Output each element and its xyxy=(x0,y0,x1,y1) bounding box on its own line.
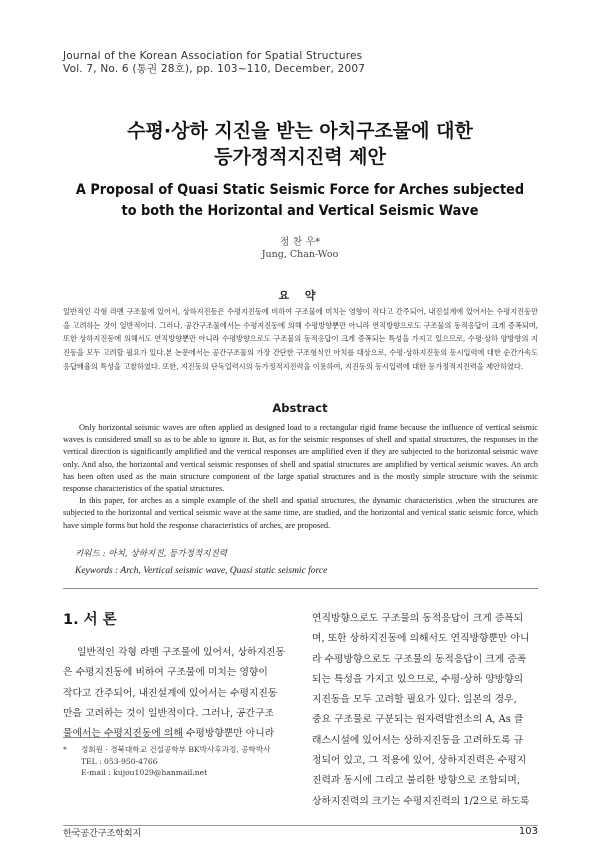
section-divider xyxy=(63,588,538,589)
left-column-line: 일반적인 각형 라멘 구조물에 있어서, 상하지진동 xyxy=(77,647,285,658)
left-column-line: 물에서는 수평지진동에 의해 수평방향뿐만 아니라 xyxy=(63,728,275,740)
author-korean: 정 찬 우* xyxy=(279,237,321,248)
right-column-line: 상하지진력의 크기는 수평지진력의 1/2으로 하도록 xyxy=(312,795,530,807)
right-column-line: 라 수평방향으로도 구조물의 동적응답이 크게 증폭 xyxy=(312,653,527,665)
summary-heading: 요 약 xyxy=(278,289,322,302)
footnote-marker: * xyxy=(63,745,67,754)
summary-text: 일반적인 각형 라멘 구조물에 있어서, 상하지진동은 수평지진동에 비하여 구조물에 미치는 영향이 작다고 간주되어, 내진설계에 있어서는 수평지진동만을 고려하는 것이 일반적이다. 그러나, 공간구조물에서는 수평지진동에 의해 수평방향뿐만 아니라 연직방향으로도 구조물의 동적응답이 크게 증폭되며, 또한 상하지진동에 의해서도 연직방향뿐만 아니라 수평방향으로도 구조물의 동적응답이 크게 증폭되는 특성을 가지고 있으므로, 수평·상하 양방향의 지진동을 모두 고려할 필요가 있다.본 논문에서는 공간구조물의 가장 간단한 구조형식인 아치를 대상으로, 수평·상하지진동의 동시입력에 대한 순간가속도 응답배율의 특성을 고찰하였다. 또한, 지진동의 단독입력시의 등가정적지진력을 이용하여, 지진동의 동시입력에 대한 등가정적지진력을 제안하였다. xyxy=(63,307,538,371)
right-column-line: 정되어 있고, 그 적용에 있어, 상하지진력은 수평지 xyxy=(312,755,527,767)
left-column xyxy=(63,643,288,744)
footnote xyxy=(63,744,288,779)
left-column-line: 작다고 간주되어, 내진설계에 있어서는 수평지진동 xyxy=(63,687,278,699)
english-title-line-2: to both the Horizontal and Vertical Seismic Wave xyxy=(121,203,479,219)
right-column-line: 며, 또한 상하지진동에 의해서도 연직방향뿐만 아니 xyxy=(312,633,530,645)
korean-title-line-1: 수평·상하 지진을 받는 아치구조물에 대한 xyxy=(127,120,473,142)
abstract-body xyxy=(63,422,538,532)
english-title-line-1: A Proposal of Quasi Static Seismic Force for Arches subjected xyxy=(75,182,525,198)
right-column-line: 연직방향으로도 구조물의 동적응답이 크게 증폭되 xyxy=(312,613,524,624)
left-column-line: 은 수평지진동에 비하여 구조물에 미치는 영향이 xyxy=(63,667,268,679)
right-column-line: 되는 특성을 가지고 있으므로, 수평·상하 양방향의 xyxy=(312,673,524,685)
journal-name: Journal of the Korean Association for Spatial Structures xyxy=(63,50,363,62)
right-column-line: 래스시설에 있어서는 상하지진동을 고려하도록 규 xyxy=(312,734,524,746)
author-english: Jung, Chan-Woo xyxy=(261,249,339,260)
abstract-paragraph-2: In this paper, for arches as a simple example of the shell and spatial structures, the dynamic characteristics ,when the structures are subjected to the horizontal and vertical seismic wave at the same time, are studied, and the horizontal and vertical static seismic force, which have simple forms but hold the response characteristics of arches, are proposed. xyxy=(63,496,538,530)
abstract-heading: Abstract xyxy=(272,401,328,415)
keywords-english: Keywords : Arch, Vertical seismic wave, Quasi static seismic force xyxy=(75,566,328,576)
footnote-rule xyxy=(63,737,183,738)
section-heading: 1. 서 론 xyxy=(63,612,117,628)
right-column xyxy=(312,609,538,812)
korean-title xyxy=(0,118,600,170)
footnote-email: E-mail : kujou1029@hanmail.net xyxy=(81,768,208,777)
journal-header xyxy=(63,50,365,76)
english-title xyxy=(24,180,576,222)
left-column-line: 만을 고려하는 것이 일반적이다. 그러나, 공간구조 xyxy=(63,707,275,719)
right-column-line: 진력과 동시에 그리고 불리한 방향으로 조합되며, xyxy=(312,775,520,787)
journal-issue: Vol. 7, No. 6 (통권 28호), pp. 103~110, December, 2007 xyxy=(63,63,366,75)
abstract-paragraph-1: Only horizontal seismic waves are often applied as designed load to a rectangular rigid frame because the influence of vertical seismic waves is considered small so as to be able to ignore it. But, as for the seismic responses of shell and spatial structures, the responses in the vertical direction is significantly amplified and the vertical responses are amplified even if they are subjected to the horizontal seismic wave only. And also, the horizontal and vertical seismic responses of shell and spatial structures are amplified by vertical seismic waves. An arch has been often used as the main structure component of the large spatial structures and is the mostly simple structure with the seismic response characteristics of the spatial structures. xyxy=(63,423,538,494)
footer-page-number: 103 xyxy=(518,826,538,837)
footnote-affiliation: 정회원 · 경북대학교 건설공학부 BK박사후과정, 공학박사 xyxy=(81,745,271,754)
right-column-line: 중요 구조물로 구분되는 원자력발전소의 A, As 클 xyxy=(312,714,524,726)
right-column-line: 지진동을 모두 고려할 필요가 있다. 일본의 경우, xyxy=(312,694,517,706)
keywords-korean: 키워드 : 아치, 상하지진, 등가정적지진력 xyxy=(75,549,228,559)
footnote-phone: TEL : 053-950-4766 xyxy=(81,756,158,766)
footer-society: 한국공간구조학회지 xyxy=(63,829,142,839)
korean-title-line-2: 등가정적지진력 제안 xyxy=(214,146,386,168)
